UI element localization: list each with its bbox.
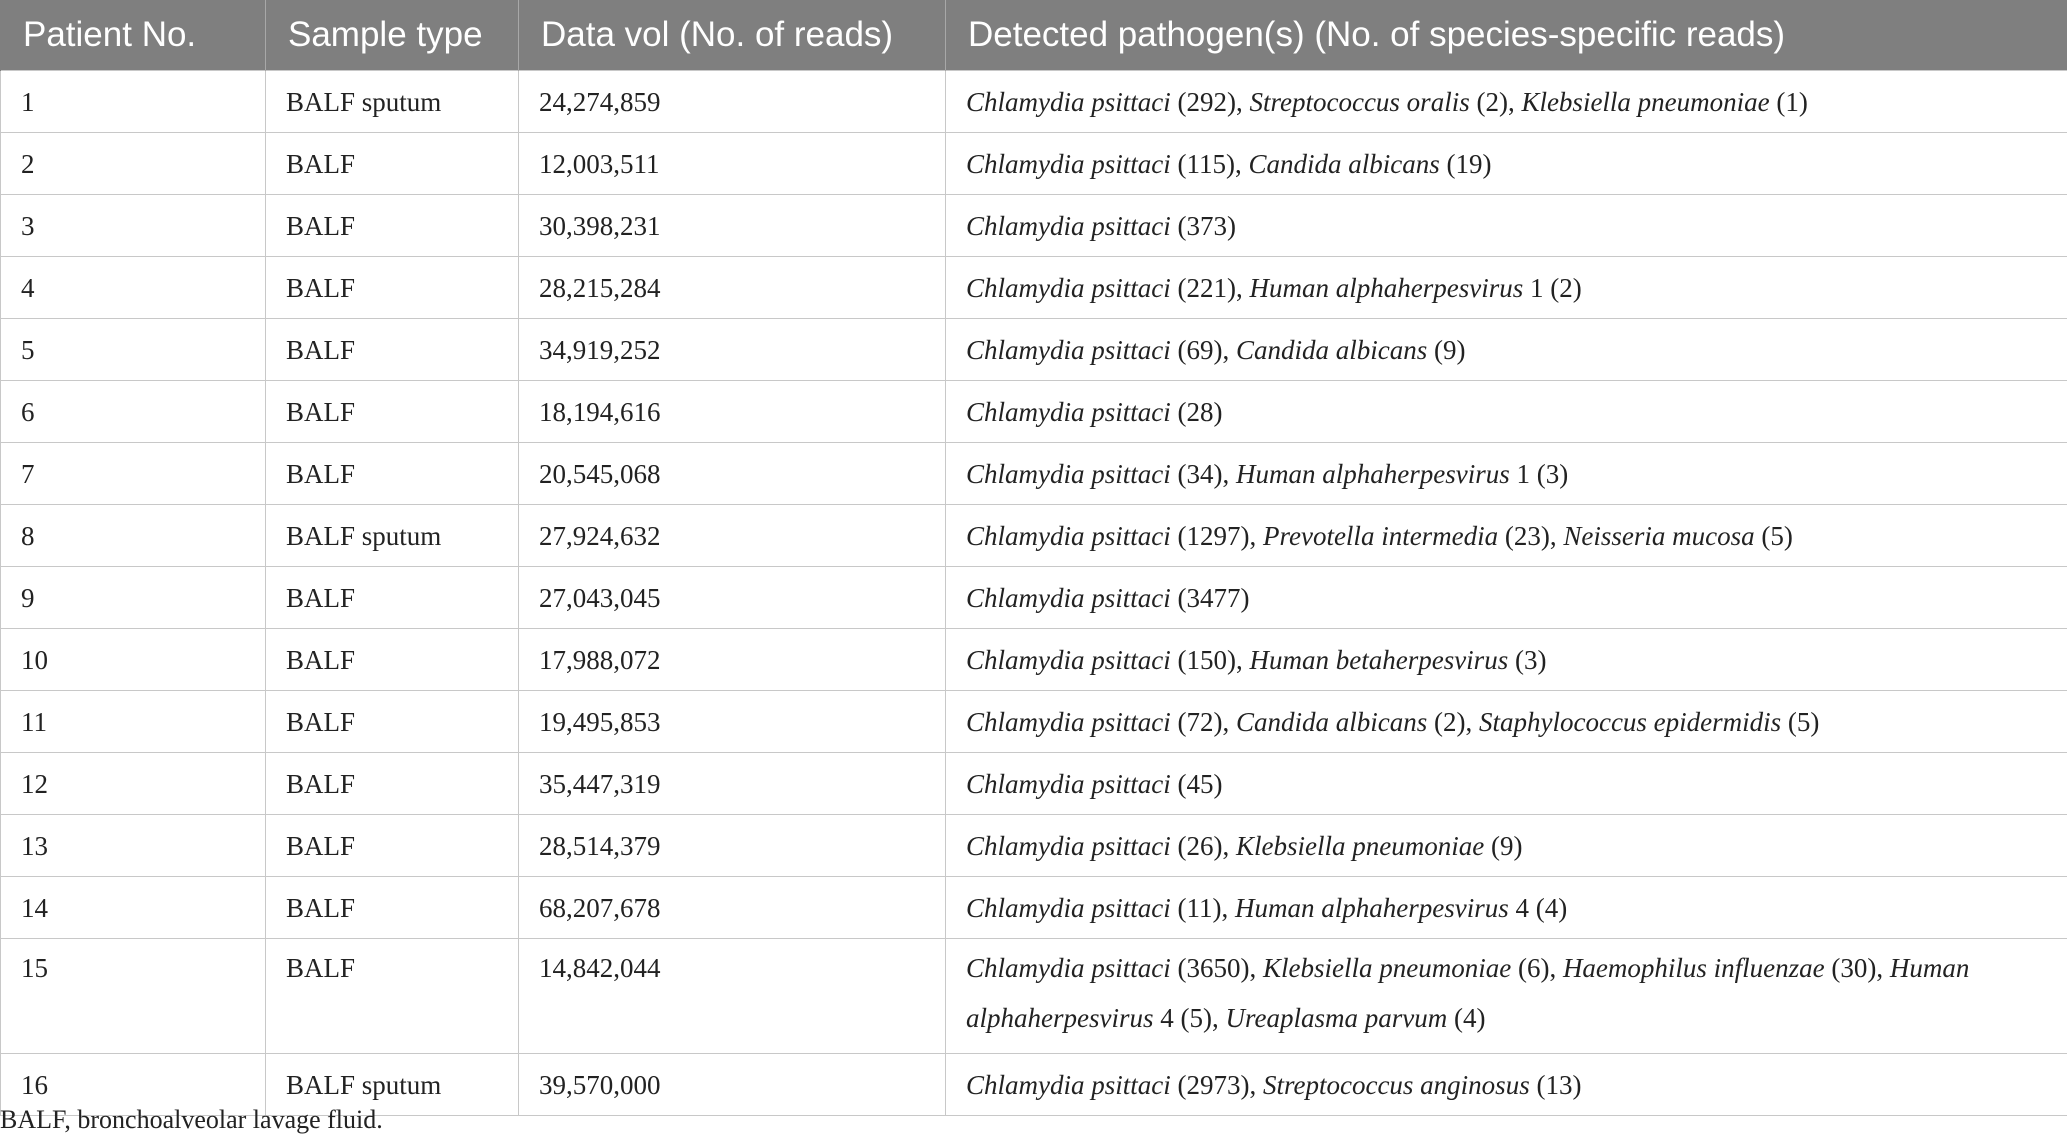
pathogen-name: Chlamydia psittaci: [966, 272, 1171, 303]
cell-detected-pathogens: [946, 505, 2067, 567]
pathogen-name: Human betaherpesvirus: [1249, 644, 1509, 675]
pathogen-read-count: (19): [1446, 148, 1492, 179]
table-row: [1, 877, 2067, 939]
cell-patient-no: 7: [1, 443, 266, 505]
pathogen-entry: [966, 769, 1222, 799]
cell-detected-pathogens: [946, 1054, 2067, 1116]
table-row: [1, 815, 2067, 877]
cell-detected-pathogens: [946, 629, 2067, 691]
pathogen-name: Chlamydia psittaci: [966, 768, 1171, 799]
pathogen-name: Chlamydia psittaci: [966, 396, 1171, 427]
pathogen-read-count: (28): [1177, 396, 1223, 427]
pathogen-entry: Chlamydia psittaci (72),: [966, 706, 1236, 737]
cell-data-vol: 17,988,072: [519, 629, 946, 691]
cell-sample-type: BALF: [266, 939, 519, 1054]
pathogen-read-count: (3): [1514, 644, 1547, 675]
pathogen-name: Chlamydia psittaci: [966, 830, 1171, 861]
cell-patient-no: 9: [1, 567, 266, 629]
pathogen-name: Chlamydia psittaci: [966, 582, 1171, 613]
pathogen-name: Klebsiella pneumoniae: [1262, 953, 1512, 983]
cell-detected-pathogens: [946, 877, 2067, 939]
cell-sample-type: BALF: [266, 753, 519, 815]
cell-sample-type: BALF: [266, 443, 519, 505]
pathogen-entry: Klebsiella pneumoniae (6),: [1262, 953, 1563, 983]
cell-patient-no: 3: [1, 195, 266, 257]
cell-data-vol: 34,919,252: [519, 319, 946, 381]
pathogen-type-number: 4: [1160, 1003, 1174, 1033]
pathogen-name: Streptococcus oralis: [1249, 86, 1470, 117]
pathogen-read-count: (115): [1177, 148, 1235, 179]
table-row: [1, 567, 2067, 629]
pathogen-read-count: (23): [1504, 520, 1550, 551]
cell-detected-pathogens: [946, 71, 2067, 133]
cell-data-vol: 28,215,284: [519, 257, 946, 319]
table-row: [1, 257, 2067, 319]
cell-sample-type: BALF: [266, 629, 519, 691]
cell-patient-no: 6: [1, 381, 266, 443]
pathogen-entry: Human alphaherpesvirus 4 (5),: [966, 953, 1970, 1033]
pathogen-read-count: (11): [1177, 892, 1222, 923]
table-row: [1, 71, 2067, 133]
pathogen-entry: [1236, 335, 1466, 365]
pathogen-read-count: (3): [1536, 458, 1569, 489]
cell-detected-pathogens: [946, 381, 2067, 443]
pathogen-read-count: (2): [1550, 272, 1582, 303]
pathogen-entry: [966, 583, 1249, 613]
pathogen-entry: Chlamydia psittaci (3650),: [966, 953, 1263, 983]
pathogen-name: Human alphaherpesvirus: [1234, 892, 1509, 923]
table-footnote: BALF, bronchoalveolar lavage fluid.: [0, 1105, 383, 1134]
pathogen-name: Candida albicans: [1235, 706, 1428, 737]
pathogen-entry: [1249, 645, 1546, 675]
pathogen-name: Human alphaherpesvirus: [1249, 272, 1524, 303]
table-row: [1, 381, 2067, 443]
pathogen-read-count: (2): [1434, 706, 1466, 737]
cell-patient-no: 15: [1, 939, 266, 1054]
pathogen-entry: Chlamydia psittaci (1297),: [966, 520, 1263, 551]
cell-data-vol: 14,842,044: [519, 939, 946, 1054]
pathogen-type-number: 1: [1516, 458, 1530, 489]
pathogen-entry: Chlamydia psittaci (69),: [966, 334, 1236, 365]
pathogen-entry: [1263, 1070, 1581, 1100]
pathogen-name: Human alphaherpesvirus: [1235, 458, 1510, 489]
cell-data-vol: 30,398,231: [519, 195, 946, 257]
pathogen-entry: [1479, 707, 1819, 737]
pathogen-read-count: (30): [1831, 953, 1877, 983]
pathogen-entry: [1521, 87, 1807, 117]
pathogen-read-count: (34): [1177, 458, 1223, 489]
pathogen-read-count: (5): [1761, 520, 1793, 551]
cell-data-vol: 24,274,859: [519, 71, 946, 133]
cell-patient-no: 1: [1, 71, 266, 133]
cell-data-vol: 68,207,678: [519, 877, 946, 939]
pathogen-name: Chlamydia psittaci: [966, 210, 1171, 241]
pathogen-read-count: (221): [1177, 272, 1236, 303]
pathogen-name: Prevotella intermedia: [1262, 520, 1499, 551]
pathogen-read-count: (6): [1517, 953, 1550, 983]
pathogen-read-count: (5): [1180, 1003, 1212, 1033]
pathogen-name: Chlamydia psittaci: [966, 148, 1171, 179]
cell-patient-no: 11: [1, 691, 266, 753]
pathogen-entry: Chlamydia psittaci (2973),: [966, 1069, 1263, 1100]
table-row: [1, 691, 2067, 753]
cell-patient-no: 16: [1, 1054, 266, 1116]
cell-detected-pathogens: [946, 443, 2067, 505]
cell-detected-pathogens: [946, 257, 2067, 319]
pathogen-name: Klebsiella pneumoniae: [1235, 830, 1485, 861]
pathogen-name: Chlamydia psittaci: [966, 1069, 1171, 1100]
pathogen-read-count: (373): [1177, 210, 1236, 241]
cell-data-vol: 28,514,379: [519, 815, 946, 877]
cell-patient-no: 13: [1, 815, 266, 877]
pathogen-read-count: (4): [1535, 892, 1568, 923]
pathogen-name: Streptococcus anginosus: [1262, 1069, 1530, 1100]
pathogen-read-count: (26): [1177, 830, 1223, 861]
cell-data-vol: 27,043,045: [519, 567, 946, 629]
cell-data-vol: 27,924,632: [519, 505, 946, 567]
pathogen-name: Human alphaherpesvirus: [966, 953, 1970, 1033]
table-row: [1, 195, 2067, 257]
pathogen-entry: Prevotella intermedia (23),: [1262, 520, 1564, 551]
table-row: [1, 505, 2067, 567]
cell-patient-no: 5: [1, 319, 266, 381]
table-row: [1, 133, 2067, 195]
pathogen-read-count: (13): [1536, 1069, 1582, 1100]
pathogen-name: Chlamydia psittaci: [966, 644, 1171, 675]
header-row: [1, 0, 2067, 71]
table-row: [1, 319, 2067, 381]
cell-detected-pathogens: [946, 753, 2067, 815]
cell-sample-type: BALF: [266, 381, 519, 443]
cell-sample-type: BALF: [266, 133, 519, 195]
cell-data-vol: 18,194,616: [519, 381, 946, 443]
pathogen-name: Chlamydia psittaci: [966, 706, 1171, 737]
pathogen-entry: Streptococcus oralis (2),: [1249, 86, 1522, 117]
pathogen-entry: Chlamydia psittaci (292),: [966, 86, 1250, 117]
cell-sample-type: BALF sputum: [266, 1054, 519, 1116]
cell-detected-pathogens: [946, 195, 2067, 257]
pathogen-read-count: (1297): [1177, 520, 1250, 551]
pathogen-name: Chlamydia psittaci: [966, 334, 1171, 365]
pathogen-entry: [1225, 1003, 1485, 1033]
cell-detected-pathogens: [946, 815, 2067, 877]
pathogen-entry: Chlamydia psittaci (11),: [966, 892, 1235, 923]
pathogen-name: Ureaplasma parvum: [1225, 1003, 1448, 1033]
pathogen-read-count: (2973): [1177, 1069, 1250, 1100]
table-row: [1, 753, 2067, 815]
pathogen-read-count: (3650): [1177, 953, 1250, 983]
cell-sample-type: BALF: [266, 195, 519, 257]
pathogen-entry: Chlamydia psittaci (150),: [966, 644, 1250, 675]
cell-detected-pathogens: [946, 939, 2067, 1054]
table-row: [1, 443, 2067, 505]
header-data-vol: Data vol (No. of reads): [519, 0, 946, 71]
table-body: [1, 71, 2067, 1116]
pathogen-name: Klebsiella pneumoniae: [1521, 86, 1770, 117]
cell-data-vol: 39,570,000: [519, 1054, 946, 1116]
pathogen-type-number: 1: [1529, 272, 1544, 303]
cell-sample-type: BALF: [266, 877, 519, 939]
cell-data-vol: 19,495,853: [519, 691, 946, 753]
cell-patient-no: 4: [1, 257, 266, 319]
pathogen-read-count: (4): [1453, 1003, 1486, 1033]
pathogen-entry: [966, 397, 1222, 427]
cell-patient-no: 8: [1, 505, 266, 567]
pathogen-entry: [1249, 273, 1581, 303]
pathogen-read-count: (1): [1776, 86, 1808, 117]
cell-patient-no: 14: [1, 877, 266, 939]
pathogen-name: Chlamydia psittaci: [966, 953, 1171, 983]
pathogen-name: Chlamydia psittaci: [966, 520, 1171, 551]
pathogen-read-count: (2): [1476, 86, 1508, 117]
table-row: [1, 939, 2067, 1054]
cell-data-vol: 12,003,511: [519, 133, 946, 195]
pathogen-name: Chlamydia psittaci: [966, 458, 1171, 489]
pathogen-read-count: (9): [1490, 830, 1523, 861]
cell-patient-no: 10: [1, 629, 266, 691]
pathogen-entry: [1236, 831, 1522, 861]
pathogen-entry: Chlamydia psittaci (26),: [966, 830, 1236, 861]
pathogen-name: Haemophilus influenzae: [1562, 953, 1825, 983]
cell-detected-pathogens: [946, 319, 2067, 381]
pathogen-name: Chlamydia psittaci: [966, 86, 1171, 117]
header-patient-no: Patient No.: [1, 0, 266, 71]
pathogen-read-count: (5): [1787, 706, 1820, 737]
pathogen-entry: [1235, 893, 1567, 923]
table-header: [1, 0, 2067, 71]
pathogen-entry: Chlamydia psittaci (221),: [966, 272, 1250, 303]
pathogen-entry: Candida albicans (2),: [1235, 706, 1479, 737]
pathogen-type-number: 4: [1515, 892, 1529, 923]
pathogen-entry: Haemophilus influenzae (30),: [1562, 953, 1890, 983]
pathogen-read-count: (9): [1434, 334, 1466, 365]
cell-sample-type: BALF sputum: [266, 505, 519, 567]
cell-sample-type: BALF: [266, 691, 519, 753]
pathogen-name: Staphylococcus epidermidis: [1478, 706, 1782, 737]
cell-patient-no: 2: [1, 133, 266, 195]
cell-sample-type: BALF sputum: [266, 71, 519, 133]
cell-sample-type: BALF: [266, 319, 519, 381]
pathogen-entry: [1236, 459, 1568, 489]
table-row: [1, 629, 2067, 691]
pathogen-entry: [1248, 149, 1491, 179]
cell-detected-pathogens: [946, 691, 2067, 753]
cell-detected-pathogens: [946, 567, 2067, 629]
cell-patient-no: 12: [1, 753, 266, 815]
cell-detected-pathogens: [946, 133, 2067, 195]
cell-sample-type: BALF: [266, 567, 519, 629]
pathogen-entry: Chlamydia psittaci (115),: [966, 148, 1249, 179]
cell-data-vol: 35,447,319: [519, 753, 946, 815]
header-detected-pathogens: Detected pathogen(s) (No. of species-specific reads): [946, 0, 2067, 71]
pathogen-name: Chlamydia psittaci: [966, 892, 1171, 923]
header-sample-type: Sample type: [266, 0, 519, 71]
pathogen-read-count: (72): [1177, 706, 1223, 737]
pathogen-read-count: (45): [1177, 768, 1223, 799]
pathogen-entry: [966, 211, 1236, 241]
pathogen-entry: Chlamydia psittaci (34),: [966, 458, 1236, 489]
pathogen-entry: [1563, 521, 1792, 551]
pathogen-read-count: (292): [1177, 86, 1236, 117]
cell-sample-type: BALF: [266, 815, 519, 877]
pathogen-read-count: (3477): [1177, 582, 1250, 613]
pathogen-read-count: (150): [1177, 644, 1236, 675]
pathogen-read-count: (69): [1177, 334, 1223, 365]
pathogen-name: Neisseria mucosa: [1563, 520, 1755, 551]
cell-sample-type: BALF: [266, 257, 519, 319]
pathogen-name: Candida albicans: [1235, 334, 1428, 365]
cell-data-vol: 20,545,068: [519, 443, 946, 505]
pathogen-name: Candida albicans: [1248, 148, 1440, 179]
